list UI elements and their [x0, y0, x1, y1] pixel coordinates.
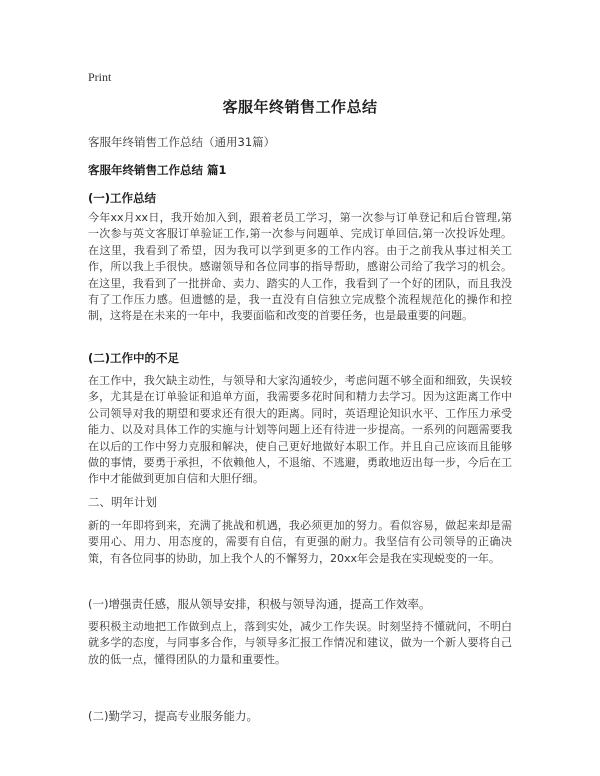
document-subtitle: 客服年终销售工作总结（通用31篇）	[88, 135, 276, 149]
section-paragraph-shortcomings: 在工作中，我欠缺主动性，与领导和大家沟通较少，考虑问题不够全面和细致，失误较多，尤其是在订单验证和追单方面，我需要多花时间和精力去学习。因为这距离工作中公司领导对我的期望和要求还有很大的距离。同时，英语理论知识水平、工作压力承受能力、以及对具体工作的实施与计划等问题上还有待进一步提高。一系列的问题需要我在以后的工作中努力克服和解决，使自己更好地做好本职工作。并且自己应该而且能够做的事情，要勇于承担，不依赖他人，不退缩、不逃避，勇敢地迈出每一步，今后在工作中才能做到更加自信和大胆仔细。	[88, 374, 512, 486]
section-heading-responsibility: (一)增强责任感，服从领导安排，积极与领导沟通，提高工作效率。	[88, 597, 431, 611]
article-heading: 客服年终销售工作总结 篇1	[88, 163, 227, 177]
section-heading-work-summary: (一)工作总结	[88, 191, 157, 205]
section-paragraph-next-year-plan: 新的一年即将到来，充满了挑战和机遇，我必须更加的努力。看似容易，做起来却是需要用心、用力、用态度的，需要有自信，有更强的耐力。我坚信有公司领导的正确决策，有各位同事的协助，加上我个人的不懈努力，20xx年会是我在实现蜕变的一年。	[88, 519, 512, 565]
document-title: 客服年终销售工作总结	[222, 98, 378, 116]
section-heading-study: (二)勤学习，提高专业服务能力。	[88, 709, 258, 723]
section-heading-next-year-plan: 二、明年计划	[88, 495, 157, 509]
section-paragraph-responsibility: 要积极主动地把工作做到点上，落到实处，减少工作失误。时刻坚持不懂就问，不明白就多学的态度，与同事多合作，与领导多汇报工作情况和建议，做为一个新人要将自己放的低一点，懂得团队的力量和重要性。	[88, 620, 512, 666]
print-label[interactable]: Print	[88, 70, 112, 84]
section-heading-shortcomings: (二)工作中的不足	[88, 351, 180, 365]
section-paragraph-work-summary: 今年xx月xx日，我开始加入到，跟着老员工学习，第一次参与订单登记和后台管理,第一次参与英文客服订单验证工作,第一次参与问题单、完成订单回信,第一次投诉处理。在这里，我看到了希望，因为我可以学到更多的工作内容。由于之前我从事过相关工作，所以我上手很快。感谢领导和各位同事的指导帮助，感谢公司给了我学习的机会。在这里，我看到了一批拼命、卖力、踏实的人工作，我看到了一个好的团队，而且我没有了工作压力感。但遗憾的是，我一直没有自信独立完成整个流程规范化的操作和控制，这将是在未来的一年中，我要面临和改变的首要任务，也是最重要的问题。	[88, 211, 512, 323]
